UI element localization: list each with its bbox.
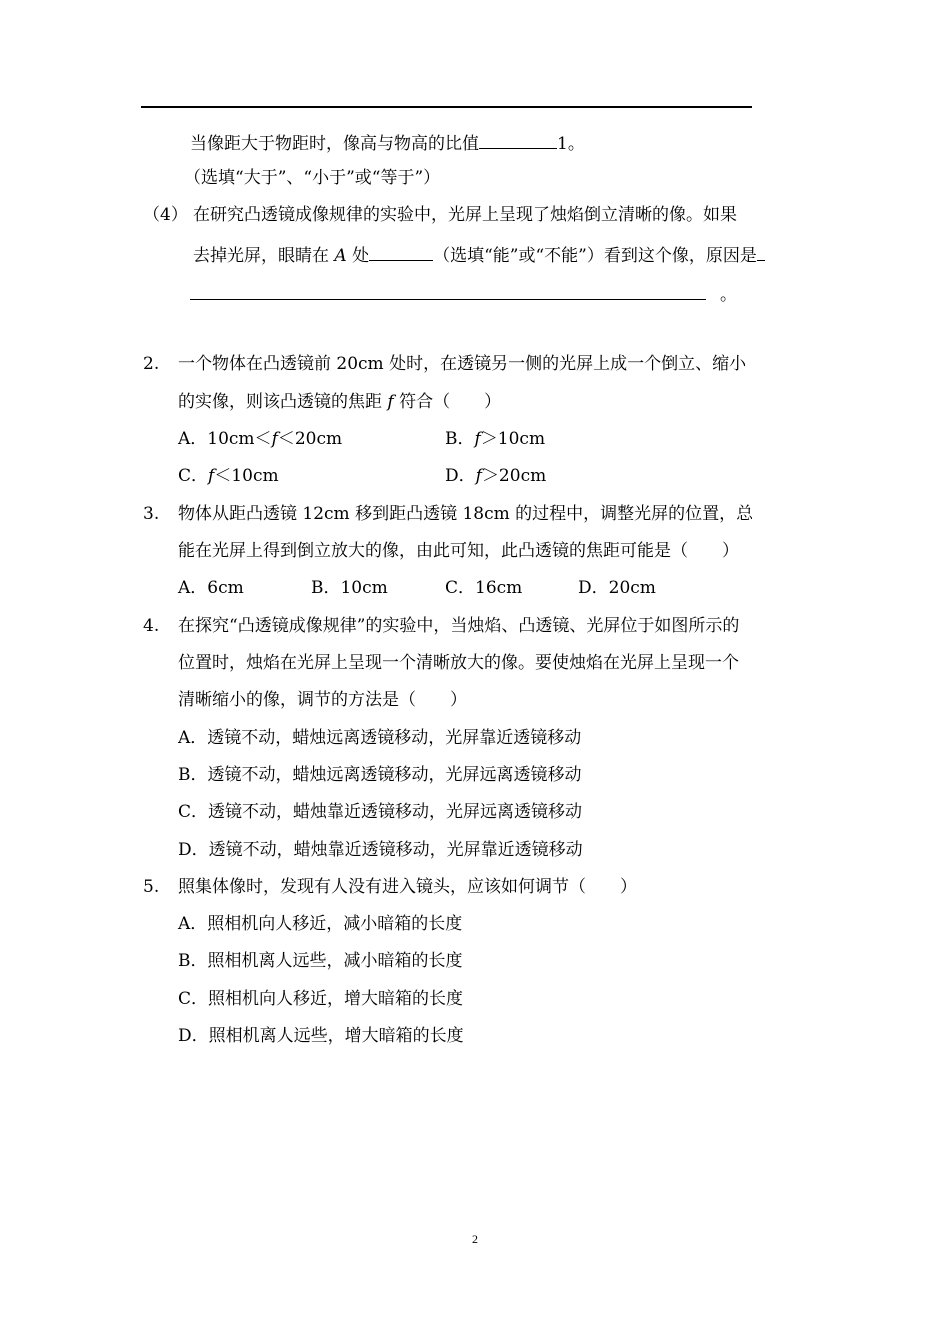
- q1-part4-line3: [190, 281, 737, 306]
- q4-line1: 在探究“凸透镜成像规律”的实验中，当烛焰、凸透镜、光屏位于如图所示的: [178, 616, 740, 636]
- q4-option-d[interactable]: D．透镜不动，蜡烛靠近透镜移动，光屏靠近透镜移动: [178, 840, 583, 860]
- q3-option-b[interactable]: B．10cm: [311, 578, 388, 598]
- q1-part4-text: 去掉光屏，眼睛在: [193, 246, 335, 266]
- q3-option-c[interactable]: C．16cm: [445, 578, 523, 598]
- q4-option-c[interactable]: C．透镜不动，蜡烛靠近透镜移动，光屏远离透镜移动: [178, 802, 583, 822]
- q1-ratio-blank[interactable]: [479, 130, 557, 149]
- q1-line-hint: （选填“大于”、“小于”或“等于”）: [184, 168, 441, 188]
- q2-a-post: ＜20cm: [277, 429, 343, 449]
- q1-part4-text-mid: 处: [346, 246, 370, 266]
- page-number: 2: [472, 1232, 478, 1246]
- q2-line2: [178, 391, 501, 413]
- q3-option-d[interactable]: D．20cm: [578, 578, 656, 598]
- q3-number: 3.: [143, 504, 160, 524]
- q3-line2: 能在光屏上得到倒立放大的像，由此可知，此凸透镜的焦距可能是（ ）: [178, 541, 739, 561]
- q2-b-pre: B．: [445, 429, 475, 449]
- q2-a-pre: A．10cm＜: [178, 429, 272, 449]
- q2-d-var: f: [475, 466, 482, 486]
- q5-number: 5.: [143, 877, 160, 897]
- q1-ratio-tail: 1。: [557, 134, 585, 154]
- q4-option-b[interactable]: B．透镜不动，蜡烛远离透镜移动，光屏远离透镜移动: [178, 765, 582, 785]
- q5-line1: 照集体像时，发现有人没有进入镜头，应该如何调节（ ）: [178, 877, 637, 897]
- q1-part4-text-post: （选填“能”或“不能”）看到这个像，原因是: [433, 246, 757, 266]
- q4-number: 4.: [143, 616, 160, 636]
- q2-line2-tail: 符合（ ）: [393, 392, 502, 412]
- q2-option-d[interactable]: [445, 465, 546, 487]
- q5-option-c[interactable]: C．照相机向人移近，增大暗箱的长度: [178, 989, 464, 1009]
- q4-line2: 位置时，烛焰在光屏上呈现一个清晰放大的像。要使烛焰在光屏上呈现一个: [178, 653, 739, 673]
- q2-d-post: ＞20cm: [481, 466, 547, 486]
- q1-part4-period: 。: [720, 285, 737, 305]
- q2-c-pre: C．: [178, 466, 209, 486]
- q2-option-b[interactable]: [445, 428, 545, 450]
- q5-option-a[interactable]: A．照相机向人移近，减小暗箱的长度: [178, 914, 463, 934]
- q2-c-var: f: [208, 466, 215, 486]
- q3-option-a[interactable]: A．6cm: [178, 578, 244, 598]
- q1-ratio-text: 当像距大于物距时，像高与物高的比值: [190, 134, 479, 154]
- point-a-label: A: [334, 246, 347, 266]
- q4-line3: 清晰缩小的像，调节的方法是（ ）: [178, 690, 467, 710]
- q2-b-var: f: [474, 429, 481, 449]
- q1-part4-blank-reason[interactable]: [190, 281, 706, 300]
- q1-part4-blank-can[interactable]: [369, 242, 433, 261]
- q1-part4-label: （4）: [143, 205, 188, 225]
- q1-part4-line1: 在研究凸透镜成像规律的实验中，光屏上呈现了烛焰倒立清晰的像。如果: [193, 205, 737, 225]
- q2-number: 2.: [143, 354, 160, 374]
- q5-option-b[interactable]: B．照相机离人远些，减小暗箱的长度: [178, 951, 463, 971]
- q2-a-var: f: [271, 429, 278, 449]
- q2-option-c[interactable]: [178, 465, 279, 487]
- q2-focal-var: f: [387, 392, 394, 412]
- q4-option-a[interactable]: A．透镜不动，蜡烛远离透镜移动，光屏靠近透镜移动: [178, 728, 582, 748]
- q5-option-d[interactable]: D．照相机离人远些，增大暗箱的长度: [178, 1026, 464, 1046]
- q2-d-pre: D．: [445, 466, 476, 486]
- q2-b-post: ＞10cm: [480, 429, 546, 449]
- header-rule: [141, 106, 752, 108]
- q2-line2-text: 的实像，则该凸透镜的焦距: [178, 392, 388, 412]
- q2-option-a[interactable]: [178, 428, 342, 450]
- q1-part4-blank-reason-start[interactable]: [757, 242, 765, 261]
- q1-part4-line2: [193, 242, 765, 267]
- q3-line1: 物体从距凸透镜 12cm 移到距凸透镜 18cm 的过程中，调整光屏的位置，总: [178, 504, 754, 524]
- q2-c-post: ＜10cm: [214, 466, 279, 486]
- q1-line-ratio: [190, 130, 585, 155]
- q2-line1: 一个物体在凸透镜前 20cm 处时，在透镜另一侧的光屏上成一个倒立、缩小: [178, 354, 747, 374]
